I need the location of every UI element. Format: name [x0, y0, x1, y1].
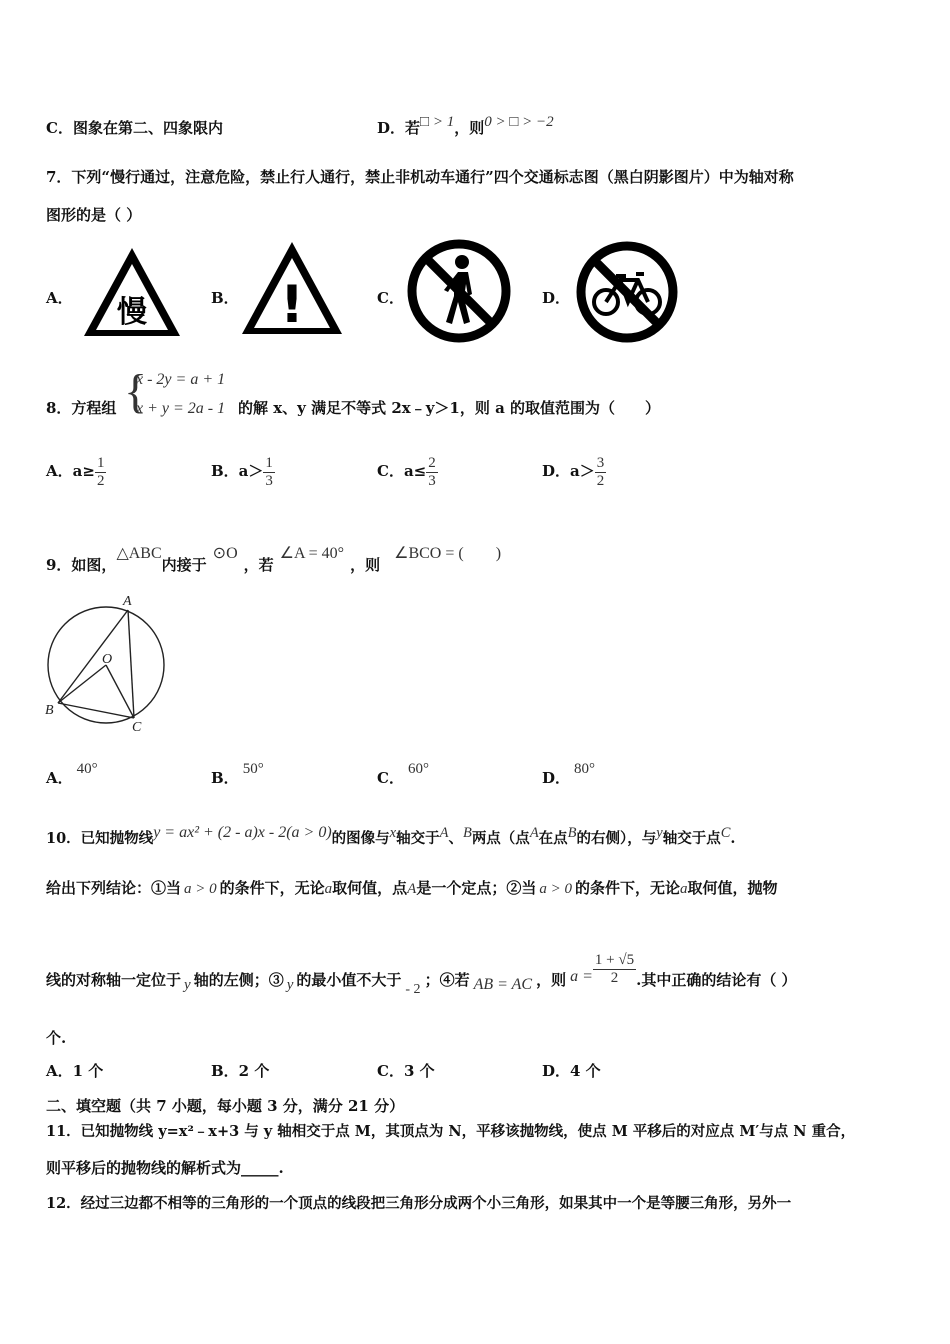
no-pedestrians-sign-icon	[406, 238, 512, 344]
q10-a-eq: a =	[570, 968, 593, 985]
q10-option-d: D．4 个	[542, 1062, 601, 1080]
q8-option-b-label: B．a＞	[211, 462, 264, 480]
q9-circle: ⊙O	[212, 545, 238, 562]
q8-equation-1: x - 2y = a + 1	[136, 371, 226, 388]
q9-option-b-label: B．	[211, 769, 239, 787]
q10-fraction: $\frac{1 + √5}{2}$	[594, 952, 635, 986]
q10-p4: 两点（点	[471, 830, 530, 847]
q10-ab-ac: AB = AC	[473, 976, 533, 993]
q10-y: y	[656, 825, 663, 841]
q10-b-2: B	[567, 825, 577, 841]
q10-line4: 个.	[46, 1029, 67, 1047]
q10-a: A	[439, 825, 449, 841]
q10-c: C	[720, 825, 731, 841]
q9-ask: ∠BCO = ( )	[394, 545, 502, 562]
q10-p6: 的右侧），与	[576, 830, 657, 847]
q10-var-a-2: a	[680, 881, 688, 897]
q8-option-c-label: C．a≤	[377, 462, 427, 480]
q6-option-c: C．图象在第二、四象限内	[46, 119, 223, 137]
q11-line1: 11．已知抛物线 y=x²﹣x+3 与 y 轴相交于点 M，其顶点为 N，平移该抛物线，使点 M 平移后的对应点 M′与点 N 重合，	[46, 1123, 856, 1140]
q10-dot: .	[730, 830, 736, 847]
q7-question-line1: 7．下列“慢行通过，注意危险，禁止行人通行，禁止非机动车通行”四个交通标志图（黑白阴影图片）中为轴对称	[46, 168, 794, 186]
q10-p3: 轴交于	[396, 830, 440, 847]
q8-option-b-fraction: $\frac{1}{3}$	[265, 455, 273, 489]
q10-p7: 轴交于点	[662, 830, 721, 847]
q8-option-d-fraction: $\frac{3}{2}$	[596, 455, 605, 489]
q10-cond: a > 0	[184, 881, 217, 897]
q10-expression: y = ax² + (2 - a)x - 2(a > 0)	[153, 824, 332, 841]
q6-option-d-mid: ，则	[454, 119, 485, 137]
q9-mid2: ，若	[243, 556, 274, 574]
q12-line1: 12．经过三边都不相等的三角形的一个顶点的线段把三角形分成两个小三角形，如果其中一个是等腰三角形，另外一	[46, 1195, 792, 1212]
q9-option-d-label: D．	[542, 769, 571, 787]
section2-header: 二、填空题（共 7 小题，每小题 3 分，满分 21 分）	[46, 1097, 405, 1115]
q10-p2: 的图像与	[331, 830, 390, 847]
q9-option-d-value: 80°	[574, 761, 596, 777]
q10-b: B	[462, 825, 472, 841]
no-bicycles-sign-icon	[574, 240, 680, 344]
q10-l2b: 的条件下，无论	[219, 879, 325, 897]
q9-fig-label-o: O	[102, 652, 113, 667]
q10-l2e: 的条件下，无论	[574, 879, 680, 897]
q10-y-2: y	[184, 977, 191, 993]
q10-option-b: B．2 个	[211, 1062, 270, 1080]
q10-l2d: 是一个定点；②当	[416, 879, 537, 897]
q9-circle-figure	[40, 590, 170, 736]
q8-option-c-fraction: $\frac{2}{3}$	[428, 455, 436, 489]
q10-line1	[46, 824, 736, 848]
q10-y-3: y	[286, 977, 294, 993]
q9-angle-a: ∠A = 40°	[279, 545, 345, 562]
q10-p1: 10．已知抛物线	[46, 830, 154, 847]
q9-prefix: 9．如图，	[46, 556, 117, 574]
q8-option-b	[211, 455, 275, 489]
q10-p5: 在点	[538, 830, 568, 847]
q8-option-d	[542, 455, 606, 489]
q8-option-a-label: A．a≥	[46, 462, 95, 480]
q9-mid1: 内接于	[161, 556, 207, 574]
q10-option-a: A．1 个	[46, 1062, 104, 1080]
q8-option-a-fraction: $\frac{1}{2}$	[96, 455, 105, 489]
q10-a-2: A	[529, 825, 539, 841]
q10-l3e: ，则	[536, 971, 567, 989]
q10-neg2: - 2	[405, 982, 421, 997]
q10-line3	[46, 940, 797, 997]
warning-sign-icon	[240, 240, 344, 336]
q7-question-line2: 图形的是（ ）	[46, 206, 142, 224]
q10-var-a: a	[324, 881, 333, 897]
q10-l3f: .其中正确的结论有（ ）	[636, 971, 797, 989]
q7-label-a: A．	[46, 289, 73, 307]
q10-l3d: ；④若	[424, 971, 470, 989]
warning-sign-char: !	[280, 275, 304, 335]
q7-label-c: C．	[377, 289, 404, 307]
q9-option-a	[46, 761, 98, 788]
q6-option-d-cond2: 0 > □ > −2	[484, 114, 554, 130]
q9-question	[46, 545, 502, 575]
q8-option-d-label: D．a＞	[542, 462, 595, 480]
q10-line2	[46, 877, 778, 898]
q10-l2f: 取何值，抛物	[687, 879, 778, 897]
q10-l2c: 取何值，点	[332, 879, 408, 897]
q10-x: x	[389, 825, 397, 841]
q7-label-d: D．	[542, 289, 571, 307]
slow-sign-icon	[80, 244, 184, 340]
q7-label-b: B．	[211, 289, 239, 307]
q9-option-a-label: A．	[46, 769, 73, 787]
q9-option-b	[211, 761, 264, 788]
q9-fig-label-c: C	[132, 720, 142, 735]
q9-fig-label-a: A	[123, 594, 132, 609]
q9-option-b-value: 50°	[242, 761, 264, 777]
q10-l3b: 轴的左侧；③	[193, 971, 284, 989]
q10-l3c: 的最小值不大于	[296, 971, 402, 989]
q8-equation-2: x + y = 2a - 1	[136, 400, 226, 417]
q6-option-d-cond1: □ > 1	[420, 114, 455, 130]
q8-system-brace: {	[124, 365, 148, 418]
q10-point-a: A	[407, 881, 417, 897]
q9-triangle: △ABC	[116, 545, 162, 562]
q10-sep: 、	[448, 830, 463, 847]
q10-l3a: 线的对称轴一定位于	[46, 971, 182, 989]
q10-cond-2: a > 0	[539, 881, 572, 897]
q8-option-c	[377, 455, 438, 489]
slow-sign-char: 慢	[117, 295, 147, 330]
q9-option-c-label: C．	[377, 769, 404, 787]
q10-l2a: 给出下列结论：①当	[46, 879, 182, 897]
q6-option-d	[377, 114, 554, 138]
q9-option-a-value: 40°	[76, 761, 98, 777]
q9-option-c	[377, 761, 429, 788]
q6-option-d-prefix: D．若	[377, 119, 421, 137]
q9-option-d	[542, 761, 596, 788]
q8-option-a	[46, 455, 106, 489]
q9-mid3: ，则	[350, 556, 381, 574]
q10-option-c: C．3 个	[377, 1062, 435, 1080]
q9-option-c-value: 60°	[407, 761, 429, 777]
q8-prefix: 8．方程组	[46, 399, 117, 417]
q11-line2: 则平移后的抛物线的解析式为_____.	[46, 1159, 284, 1177]
q9-fig-label-b: B	[45, 703, 54, 718]
q8-suffix: 的解 x、y 满足不等式 2x﹣y＞1，则 a 的取值范围为（ ）	[238, 399, 661, 417]
